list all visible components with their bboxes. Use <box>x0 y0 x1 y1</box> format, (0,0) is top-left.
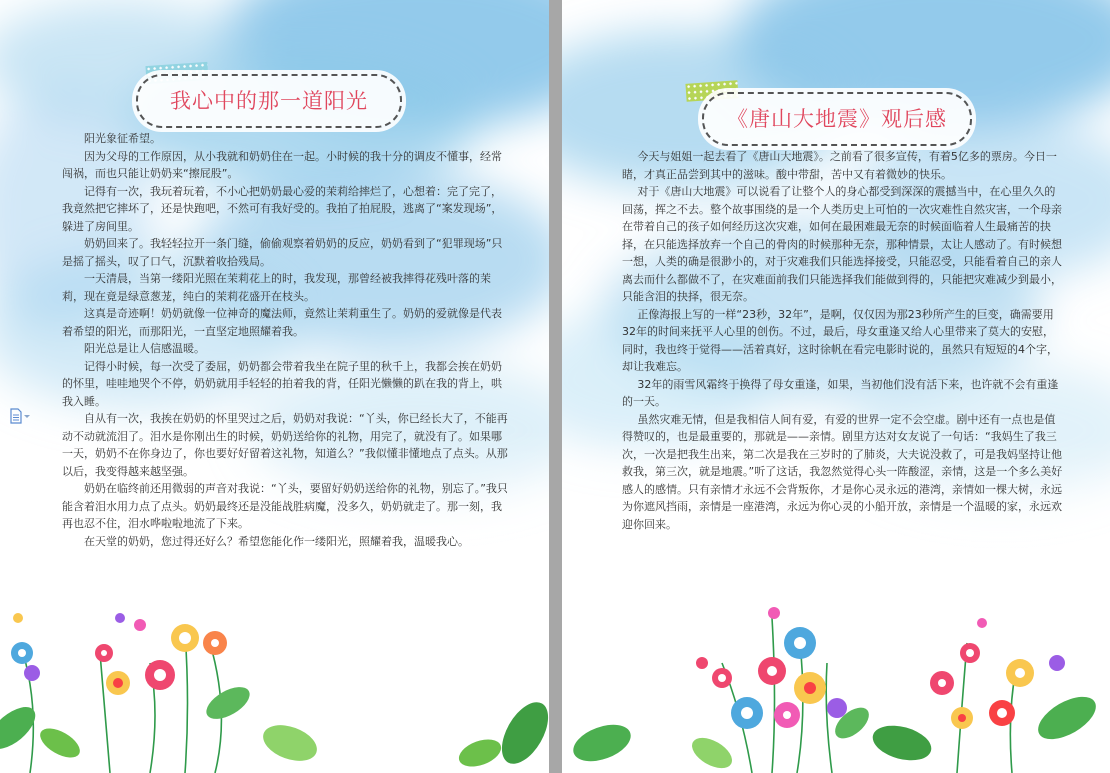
paragraph: 奶奶回来了。我轻轻拉开一条门缝，偷偷观察着奶奶的反应，奶奶看到了“犯罪现场”只是摇了摇头，叹了口气，沉默着收拾残局。 <box>62 237 503 268</box>
page-title: 我心中的那一道阳光 <box>170 89 368 113</box>
flower-decoration <box>0 603 549 773</box>
paragraph: 这真是奇迹啊！奶奶就像一位神奇的魔法师，竟然让茉莉重生了。奶奶的爱就像是代表着希望的阳光，而那阳光，一直坚定地照耀着我。 <box>62 307 502 338</box>
title-frame <box>136 74 402 128</box>
paragraph: 奶奶在临终前还用微弱的声音对我说：“丫头，要留好奶奶送给你的礼物，别忘了。”我只能含着泪水用力点了点头。奶奶最终还是没能战胜病魔，没多久，奶奶就走了。那一刻，我再也忍不住，泪水哗啦啦地流了下来。 <box>62 482 508 530</box>
paragraph: 在天堂的奶奶，您过得还好么？希望您能化作一缕阳光，照耀着我，温暖我心。 <box>84 534 469 548</box>
title-frame <box>702 92 972 146</box>
paragraph: 今天与姐姐一起去看了《唐山大地震》。之前看了很多宣传，有着5亿多的票房。今日一睹，才真正品尝到其中的滋味。酸中带甜，苦中又有着微妙的快乐。 <box>622 150 1057 181</box>
paragraph: 32年的雨雪风霜终于换得了母女重逢，如果，当初他们没有活下来，也许就不会有重逢的一天。 <box>622 377 1059 408</box>
paragraph: 虽然灾难无情，但是我相信人间有爱，有爱的世界一定不会空虚。剧中还有一点也是值得赞叹的，也是最重要的，那就是——亲情。剧里方达对女友说了一句话：“我妈生了我三次，一次是把我生出来，第二次是我在三岁时的了肺炎，大夫说没救了，可是我妈坚持让他救我，第三次，就是地震。”听了这话，我忽然觉得心头一阵酸涩，亲情，这是一个多么美好感人的感情。只有亲情才永远不会背叛你，才是你心灵永远的港湾，亲情如一棵大树，永远为你遮风挡雨，亲情是一座港湾，永远为你心灵的小船开放，亲情是一个温暖的家，永远欢迎你回来。 <box>622 412 1063 531</box>
paragraph: 自从有一次，我挨在奶奶的怀里哭过之后，奶奶对我说：“丫头，你已经长大了，不能再动不动就流泪了。泪水是你刚出生的时候，奶奶送给你的礼物，用完了，就没有了。如果哪一天，奶奶不在你身边了，你也要好好留着这礼物，知道么？”我似懂非懂地点了点头。从那以后，我变得越来越坚强。 <box>62 412 508 478</box>
left-page <box>0 0 549 773</box>
paragraph: 记得小时候，每一次受了委屈，奶奶都会带着我坐在院子里的秋千上，我都会挨在奶奶的怀里，哇哇地哭个不停，奶奶就用手轻轻的拍着我的背，任阳光懒懒的趴在我的背上，哄我入睡。 <box>62 359 502 408</box>
paragraph: 正像海报上写的一样“23秒，32年”，是啊，仅仅因为那23秒所产生的巨变，确需要用32年的时间来抚平人心里的创伤。不过，最后，母女重逢又给人心里带来了莫大的安慰，同时，我也终于觉得——活着真好，这时徐帆在看完电影时说的，虽然只有短短的4个字，却让我难忘。 <box>622 307 1058 373</box>
article-body <box>622 148 1064 533</box>
paragraph: 因为父母的工作原因，从小我就和奶奶住在一起。小时候的我十分的调皮不懂事，经常闯祸，而也只能让奶奶来“擦屁股”。 <box>62 149 502 180</box>
flower-decoration <box>562 603 1110 773</box>
paragraph: 一天清晨，当第一缕阳光照在茉莉花上的时，我发现，那曾经被我摔得花残叶落的茉莉，现在竟是绿意葱茏，纯白的茉莉花盛开在枝头。 <box>62 272 491 303</box>
document-icon[interactable] <box>9 408 37 426</box>
right-page <box>562 0 1110 773</box>
paragraph: 阳光象征希望。 <box>84 132 161 145</box>
paragraph: 阳光总是让人信感温暖。 <box>84 342 205 355</box>
article-body <box>62 130 512 550</box>
page-title: 《唐山大地震》观后感 <box>727 107 947 131</box>
paragraph: 记得有一次，我玩着玩着，不小心把奶奶最心爱的茉莉给摔烂了，心想着：完了完了，我竟然把它摔坏了，还是快跑吧，不然可有我好受的。我拍了拍屁股，逃离了“案发现场”，躲进了房间里。 <box>62 184 503 233</box>
paragraph: 对于《唐山大地震》可以说看了让整个人的身心都受到深深的震撼当中，在心里久久的回荡，挥之不去。整个故事围绕的是一个人类历史上可怕的一次灾难性自然灾害，一个母亲在带着自己的孩子如何经历这次灾难，如何在最困难最无奈的时候面临着人生最痛苦的抉择，在只能选择放弃一个自己的骨肉的时候那种无奈，那种情景，太让人感动了。有时候想一想，人类的确是很渺小的，对于灾难我们只能选择接受，只能忍受，只能看着自己的亲人离去而什么都做不了，在灾难面前我们只能选择我们能做到得的，只能把灾难减少到最小，只能含泪的抉择，很无奈。 <box>622 185 1062 303</box>
